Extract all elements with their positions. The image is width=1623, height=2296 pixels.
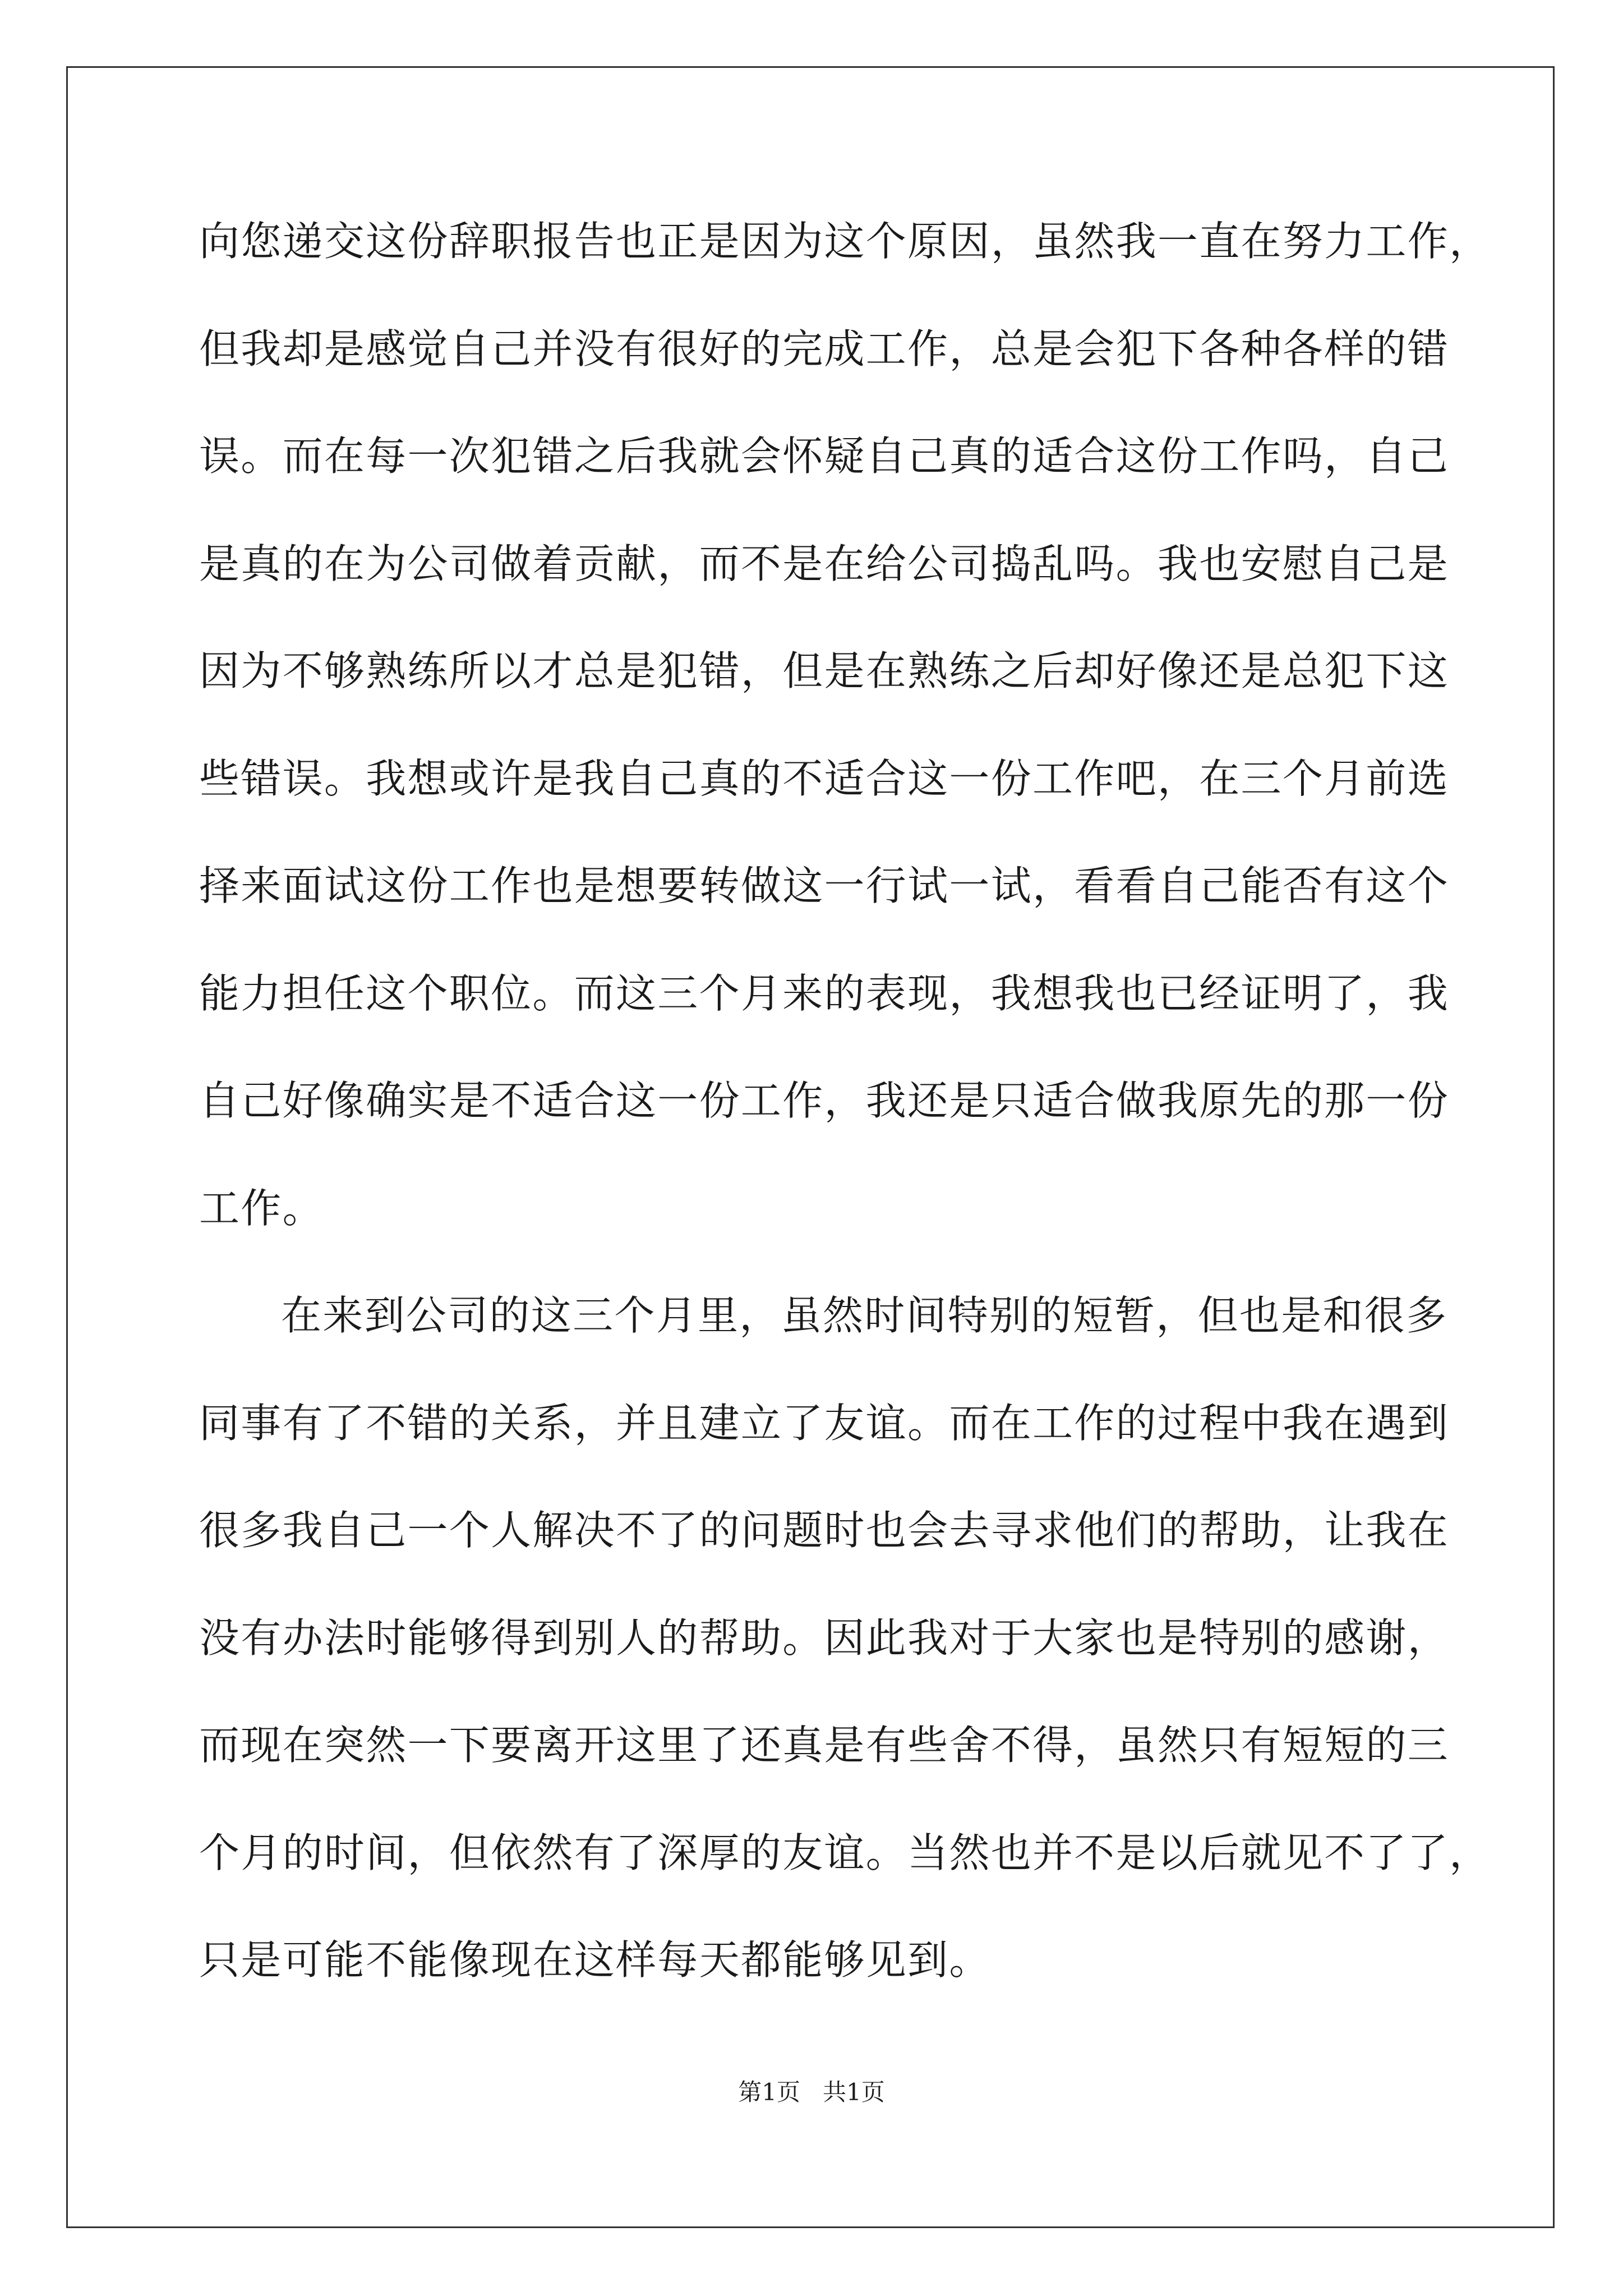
text-line: 误。而在每一次犯错之后我就会怀疑自己真的适合这份工作吗，自己 — [199, 432, 1450, 480]
text-line: 没有办法时能够得到别人的帮助。因此我对于大家也是特别的感谢， — [199, 1614, 1450, 1662]
text-line: 但我却是感觉自己并没有很好的完成工作，总是会犯下各种各样的错 — [199, 325, 1450, 372]
text-line: 向您递交这份辞职报告也正是因为这个原因，虽然我一直在努力工作， — [199, 218, 1491, 265]
text-line: 择来面试这份工作也是想要转做这一行试一试，看看自己能否有这个 — [199, 862, 1450, 909]
text-line: 很多我自己一个人解决不了的问题时也会去寻求他们的帮助，让我在 — [199, 1507, 1450, 1554]
document-body — [199, 188, 1491, 2014]
text-line: 自己好像确实是不适合这一份工作，我还是只适合做我原先的那一份 — [199, 1077, 1450, 1124]
text-line: 些错误。我想或许是我自己真的不适合这一份工作吧，在三个月前选 — [199, 754, 1450, 802]
text-line: 工作。 — [199, 1184, 324, 1232]
text-line: 而现在突然一下要离开这里了还真是有些舍不得，虽然只有短短的三 — [199, 1722, 1450, 1769]
text-line: 能力担任这个职位。而这三个月来的表现，我想我也已经证明了，我 — [199, 969, 1450, 1017]
text-line: 因为不够熟练所以才总是犯错，但是在熟练之后却好像还是总犯下这 — [199, 647, 1450, 694]
text-line: 是真的在为公司做着贡献，而不是在给公司捣乱吗。我也安慰自己是 — [199, 540, 1450, 587]
paragraph-start-line: 在来到公司的这三个月里，虽然时间特别的短暂，但也是和很多 — [281, 1292, 1448, 1339]
page-number-footer: 第1页 共1页 — [738, 2078, 885, 2106]
text-line: 个月的时间，但依然有了深厚的友谊。当然也并不是以后就见不了了， — [199, 1829, 1491, 1876]
text-line: 同事有了不错的关系，并且建立了友谊。而在工作的过程中我在遇到 — [199, 1399, 1450, 1447]
text-line: 只是可能不能像现在这样每天都能够见到。 — [199, 1936, 991, 1984]
